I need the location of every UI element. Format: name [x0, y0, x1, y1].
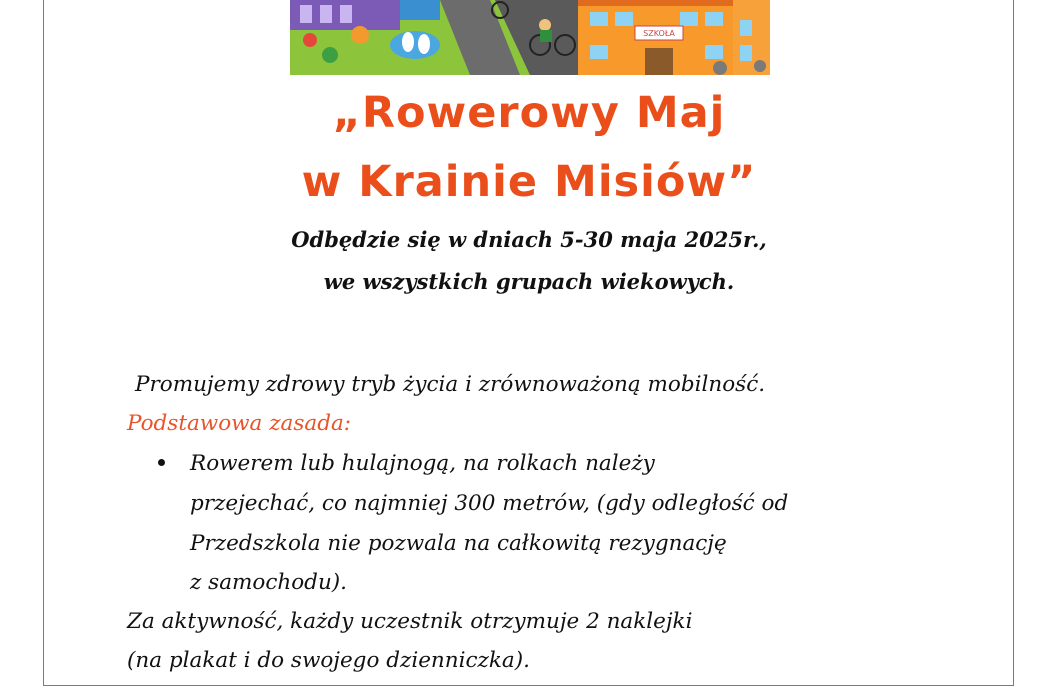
rule-heading: Podstawowa zasada: [127, 411, 352, 436]
bullet-line: Rowerem lub hulajnogą, na rolkach należy [190, 451, 655, 476]
bullet-line: przejechać, co najmniej 300 metrów, (gdy odległość od [190, 491, 789, 516]
school-sign: SZKOŁA [643, 29, 675, 38]
bullet-dot-icon [158, 459, 165, 466]
cartoon-illustration [290, 0, 770, 75]
reward-line: Za aktywność, każdy uczestnik otrzymuje 2 naklejki [127, 609, 693, 634]
title-line-2: w Krainie Misiów” [301, 157, 757, 207]
reward-line: (na plakat i do swojego dzienniczka). [127, 648, 530, 673]
bullet-line: Przedszkola nie pozwala na całkowitą rezygnację [190, 531, 727, 556]
subtitle-groups: we wszystkich grupach wiekowych. [323, 269, 735, 294]
title-line-1: „Rowerowy Maj [332, 88, 726, 138]
subtitle-dates: Odbędzie się w dniach 5-30 maja 2025r., [291, 227, 767, 252]
intro-text: Promujemy zdrowy tryb życia i zrównoważoną mobilność. [135, 372, 766, 397]
bullet-line: z samochodu). [190, 570, 348, 595]
